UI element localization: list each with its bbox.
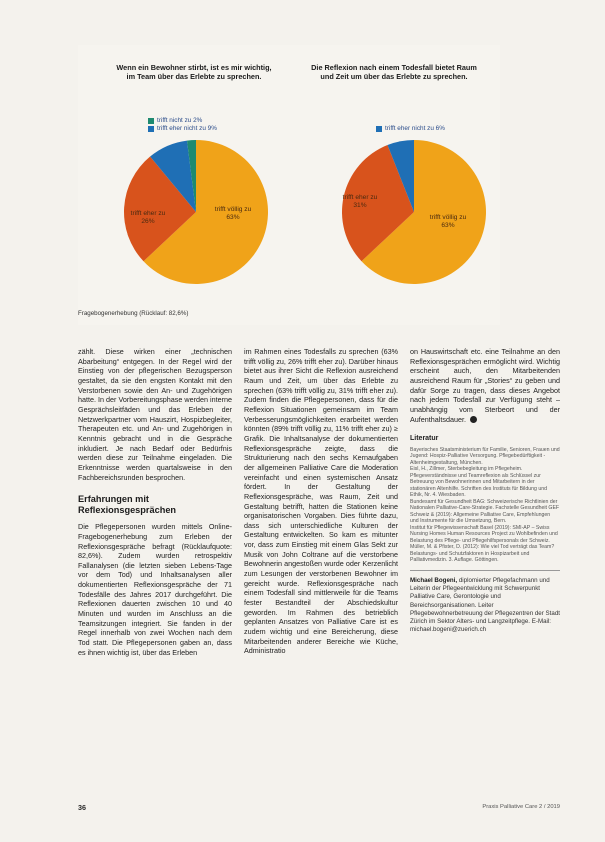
literature-item: Müller, M. & Pfister, D. (2012): Wie viel Tod verträgt das Team? Belastungs- und Schutzfaktoren in Hospizarbeit und Palliativmedizin. 3. Auflage. Göttingen. [410, 544, 555, 564]
paragraph-text: on Hauswirtschaft etc. eine Teilnahme an den Reflexionsgesprächen ermöglicht wird. Wichtig erscheint auch, den Mitarbeitenden ausreichend Raum für „Stories“ zu geben und dafür Sorge zu tragen, dass dieses Angebot nach jedem Todesfall zur Verfügung steht – unabhängig vom Sterbeort und der Aufenthaltsdauer. [410, 347, 560, 424]
slice-label: trifft völlig zu [429, 214, 467, 221]
pie-chart-1-legend [148, 117, 217, 133]
paragraph: im Rahmen eines Todesfalls zu sprechen (63% trifft völlig zu, 26% trifft eher zu). Darüber hinaus bietet aus ihrer Sicht die Reflexion ausreichend Raum und Zeit, um über das Erlebte zu sprechen (63% trifft völlig zu, 31% trifft eher zu). Zudem finden die Pflegepersonen, dass für die Reflexion Situationen gemeinsam im Team Verbesserungsmöglichkeiten erarbeitet werden könnten (89% trifft völlig zu, 11% trifft eher zu) ≥ Grafik. Die Inhaltsanalyse der dokumentierten Reflexionsgespräche zeigte, dass die Strukturierung nach den sechs Kernaufgaben der allgemeinen Palliative Care die Moderation vereinfacht und einen systemischen Ansatz fördert. In der Gestaltung der Reflexionsgespräche, was Raum, Zeit und Gestaltung betrifft, hatten die Stationen keine organisatorischen Vorgaben. Dies führte dazu, dass sich unterschiedliche Kulturen der Gestaltung entwickelten. So kam es mitunter vor, dass zum Einstieg mit einem Glas Sekt zur Musik von John Coltrane auf die verstorbene Bewohnerin angestoßen wurde oder Kerzenlicht zum Lesungen der verstorbenen Bewohner im gereicht wurde. Reflexionsgespräche nach einem Todesfall sind mittlerweile für die Teams fester Bestandteil der Abschiedskultur geworden. Im Rahmen des betrieblich geplanten Ansatzes von Palliative Care ist es zudem wichtig und eine Bereicherung, diese Mitarbeitenden anderer Bereiche wie Küche, Administratio [244, 347, 398, 656]
pie-chart-1-title: Wenn ein Bewohner stirbt, ist es mir wichtig, im Team über das Erlebte zu sprechen. [116, 63, 272, 81]
divider [410, 570, 560, 571]
page-number: 36 [78, 803, 86, 812]
text-column-3 [410, 347, 560, 634]
legend-label: trifft nicht zu 2% [157, 117, 203, 124]
end-mark-icon [470, 416, 477, 423]
literature-item: Bundesamt für Gesundheit BAG: Schweizerische Richtlinien der Nationalen Palliative-Care-Strategie. Fachstelle Gesundheit GEF Schweiz & (2019): Allgemeine Palliative Care, Empfehlungen und Instrumente für die Umsetzung, Bern. [410, 498, 560, 525]
legend-item [148, 125, 217, 133]
chart-panel [78, 45, 500, 325]
pie-chart-2-legend [376, 125, 445, 133]
author-email: E-Mail: michael.bogeni@zuerich.ch [410, 617, 552, 634]
legend-item [376, 125, 445, 133]
legend-swatch [148, 126, 154, 132]
literature-title: Literatur [410, 435, 439, 443]
pie-chart-1-svg [96, 137, 272, 297]
literature-item: Eisl, H., Zillmer, Sterbebegleitung im Pflegeheim. Pflegeverständnisse und Teamreflexion als Schlüssel zur Betreuung von Bewohnerinnen und Mitarbeitern in der stationären Altenhilfe. Schriften des Instituts für Bildung und Ethik, Nr. 4. Wiesbaden. [410, 466, 547, 499]
author-bio [410, 577, 560, 634]
literature-item: Bayerisches Staatsministerium für Familie, Senioren, Frauen und Jugend: Hospiz-Palliative Versorgung. Pflegebedürftigkeit - Altenheimgestaltung, München. [410, 446, 560, 466]
chart-caption: Fragebogenerhebung (Rücklauf: 82,6%) [78, 310, 189, 317]
text-column-1 [78, 347, 232, 657]
paragraph: Die Pflegepersonen wurden mittels Online-Fragebogenerhebung zum Erleben der Reflexionsgespräche befragt (Rücklaufquote: 82,6%). Zudem wurden retrospektiv Fallanalysen (die letzten sieben Lebens-Tage vor dem Tod) und Inhaltsanalysen aller dokumentierten Reflexionsgespräche der 71 Todesfälle des Jahres 2017 durchgeführt. Die Reflexionen dauerten zwischen 10 und 40 Minuten und wurden im Anschluss an die Teamsitzungen integriert. Sie fanden in der Regel innerhalb von zwei Wochen nach dem Tod statt. Die Pflegepersonen gaben an, dass es ihnen wichtig ist, über das Erleben [78, 522, 232, 657]
legend-label: trifft eher nicht zu 6% [385, 125, 445, 132]
section-heading: Erfahrungen mit Reflexionsgesprächen [78, 494, 177, 516]
pie-chart-2-svg [304, 137, 494, 297]
pie-chart-2-title: Die Reflexion nach einem Todesfall bietet Raum und Zeit um über das Erlebte zu sprechen. [311, 63, 477, 81]
literature-item: Institut für Pflegewissenschaft Basel (2019): SMI-AP – Swiss Nursing Homes Human Resources Project zu Wohlbefinden und Belastung des Pflege- und Pflegehilfspersonals der Schweiz. [410, 524, 558, 544]
slice-label: trifft eher zu [130, 210, 166, 217]
legend-swatch [376, 126, 382, 132]
text-column-2 [244, 347, 398, 656]
author-text: diplomierter Pflegefachmann und Leiterin der Pflegeentwicklung mit Schwerpunkt Palliative Care, Gerontologie und Bereichsorganisationen. Leiter Pflegebewohnerbetreuung der Pflegezentren der Stadt Zürich im Sektor Alters- und Langzeitpflege. [410, 576, 560, 625]
slice-label: trifft völlig zu [214, 206, 252, 213]
slice-label: 26% [141, 218, 155, 225]
legend-item [148, 117, 217, 125]
paragraph: zählt. Diese wirken einer „technischen Abarbeitung“ entgegen. In der Regel wird der Einstieg von der pflegerischen Bezugsperson gestaltet, da sie den engsten Kontakt mit den Verstorbenen sowie den An- und Zugehörigen hatte. In der Vorbereitungsphase werden interne Gesprächsleitfäden und das Erleben der Netzwerkpartner vom Hauszirt, Hospizbegleiter, Therapeuten etc. und An- und Zugehörigen in Kenntnis gebracht und in die Gespräche inkludiert. Je nach Bedarf oder Bedürfnis werden diese zur Teilnahme eingeladen. Die Erkenntnisse werden quartalsweise in den Fachbereichsrunden besprochen. [78, 347, 232, 482]
publication-name: Praxis Palliative Care 2 / 2019 [482, 804, 560, 810]
legend-swatch [148, 118, 154, 124]
slice-label: 63% [226, 214, 240, 221]
slice-label: trifft eher zu [342, 194, 378, 201]
legend-label: trifft eher nicht zu 9% [157, 125, 217, 132]
paragraph [410, 347, 560, 424]
slice-label: 63% [441, 222, 455, 229]
author-name: Michael Bogeni, [410, 576, 458, 584]
slice-label: 31% [353, 202, 367, 209]
